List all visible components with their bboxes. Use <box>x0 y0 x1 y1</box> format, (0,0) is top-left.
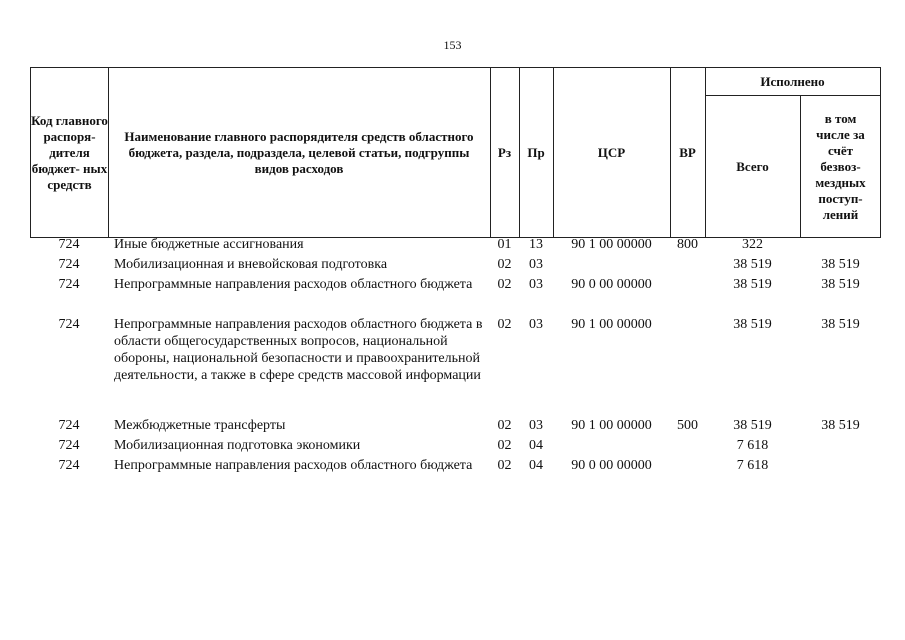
cell-rz: 02 <box>497 418 512 433</box>
cell-rz: 02 <box>497 458 512 473</box>
cell-csr: 90 0 00 00000 <box>571 458 652 473</box>
cell-code: 724 <box>58 438 80 453</box>
table-row <box>30 236 881 256</box>
cell-free: 38 519 <box>821 277 860 292</box>
table-row <box>30 457 881 497</box>
cell-total: 7 618 <box>736 438 769 453</box>
table-row <box>30 437 881 457</box>
cell-rz: 02 <box>497 438 512 453</box>
cell-free: 38 519 <box>821 317 860 332</box>
table-body <box>30 236 881 497</box>
cell-rz: 02 <box>497 257 512 272</box>
cell-pr: 04 <box>529 458 543 473</box>
cell-csr: 90 1 00 00000 <box>571 317 652 332</box>
cell-name: Непрограммные направления расходов областного бюджета <box>114 458 473 473</box>
header-free-receipts: в том числе за счёт безвоз- мездных поступ- лений <box>815 110 866 222</box>
cell-total: 38 519 <box>733 277 772 292</box>
cell-free: 38 519 <box>821 418 860 433</box>
header-executed: Исполнено <box>760 73 825 89</box>
cell-csr: 90 0 00 00000 <box>571 277 652 292</box>
cell-free: 38 519 <box>821 257 860 272</box>
header-pr: Пр <box>527 144 545 160</box>
cell-csr: 90 1 00 00000 <box>571 237 652 252</box>
cell-pr: 03 <box>529 257 543 272</box>
cell-total: 7 618 <box>736 458 769 473</box>
cell-pr: 03 <box>529 317 543 332</box>
table-row <box>30 256 881 276</box>
cell-code: 724 <box>58 418 80 433</box>
header-code: Код главного распоря- дителя бюджет- ных средств <box>31 112 108 192</box>
cell-code: 724 <box>58 237 80 252</box>
cell-name: Межбюджетные трансферты <box>114 418 286 433</box>
cell-name: Иные бюджетные ассигнования <box>114 237 304 252</box>
cell-rz: 02 <box>497 277 512 292</box>
header-rz: Рз <box>497 144 512 160</box>
header-name: Наименование главного распорядителя средств областного бюджета, раздела, подраздела, целевой статьи, подгруппы видов расходов <box>124 128 474 176</box>
cell-code: 724 <box>58 317 80 332</box>
table-row <box>30 417 881 437</box>
cell-name: Непрограммные направления расходов областного бюджета в области общегосударственных вопросов, национальной обороны, национальной безопасности и правоохранительной деятельности, а также в сфере средств массовой информации <box>114 317 483 383</box>
cell-pr: 03 <box>529 418 543 433</box>
cell-vr: 500 <box>677 418 698 433</box>
cell-pr: 04 <box>529 438 543 453</box>
table-row <box>30 276 881 316</box>
cell-pr: 13 <box>529 237 543 252</box>
cell-total: 38 519 <box>733 257 772 272</box>
cell-name: Мобилизационная подготовка экономики <box>114 438 361 453</box>
table-row <box>30 316 881 417</box>
cell-total: 322 <box>742 237 763 252</box>
cell-code: 724 <box>58 257 80 272</box>
cell-pr: 03 <box>529 277 543 292</box>
cell-vr: 800 <box>677 237 698 252</box>
cell-name: Непрограммные направления расходов областного бюджета <box>114 277 473 292</box>
cell-code: 724 <box>58 458 80 473</box>
header-csr: ЦСР <box>597 144 626 160</box>
table-header <box>30 67 881 238</box>
cell-csr: 90 1 00 00000 <box>571 418 652 433</box>
page-number: 153 <box>443 38 462 52</box>
cell-name: Мобилизационная и вневойсковая подготовка <box>114 257 388 272</box>
cell-rz: 01 <box>497 237 512 252</box>
cell-rz: 02 <box>497 317 512 332</box>
cell-total: 38 519 <box>733 418 772 433</box>
column-divider <box>108 68 109 237</box>
cell-code: 724 <box>58 277 80 292</box>
header-vr: ВР <box>679 144 696 160</box>
cell-total: 38 519 <box>733 317 772 332</box>
header-total: Всего <box>736 158 769 174</box>
